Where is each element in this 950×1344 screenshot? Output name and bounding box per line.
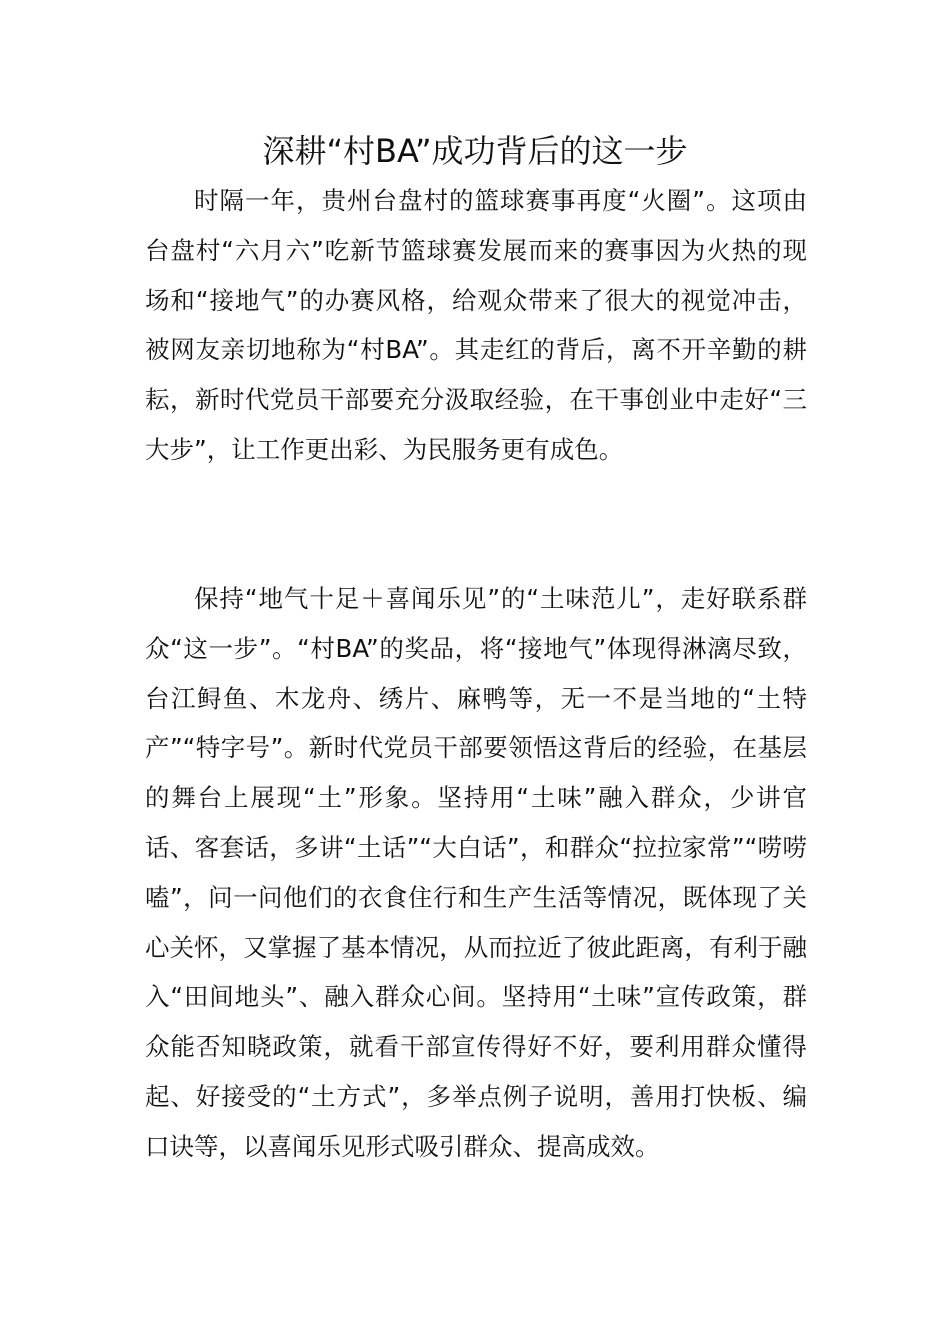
- paragraph-intro: 时隔一年，贵州台盘村的篮球赛事再度“火圈”。这项由台盘村“六月六”吃新节篮球赛发展而来的赛事因为火热的现场和“接地气”的办赛风格，给观众带来了很大的视觉冲击，被网友亲切地称为“村BA”。其走红的背后，离不开辛勤的耕耘，新时代党员干部要充分汲取经验，在干事创业中走好“三大步”，让工作更出彩、为民服务更有成色。: [145, 186, 807, 464]
- document-title: 深耕“村BA”成功背后的这一步: [262, 132, 688, 170]
- paragraph-connect-masses: 保持“地气十足＋喜闻乐见”的“土味范儿”，走好联系群众“这一步”。“村BA”的奖品，将“接地气”体现得淋漓尽致，台江鲟鱼、木龙舟、绣片、麻鸭等，无一不是当地的“土特产”“特字号”。新时代党员干部要领悟这背后的经验，在基层的舞台上展现“土”形象。坚持用“土味”融入群众，少讲官话、客套话，多讲“土话”“大白话”，和群众“拉拉家常”“唠唠嗑”，问一问他们的衣食住行和生产生活等情况，既体现了关心关怀，又掌握了基本情况，从而拉近了彼此距离，有利于融入“田间地头”、融入群众心间。坚持用“土味”宣传政策，群众能否知晓政策，就看干部宣传得好不好，要利用群众懂得起、好接受的“土方式”，多举点例子说明，善用打快板、编口诀等，以喜闻乐见形式吸引群众、提高成效。: [145, 584, 807, 1161]
